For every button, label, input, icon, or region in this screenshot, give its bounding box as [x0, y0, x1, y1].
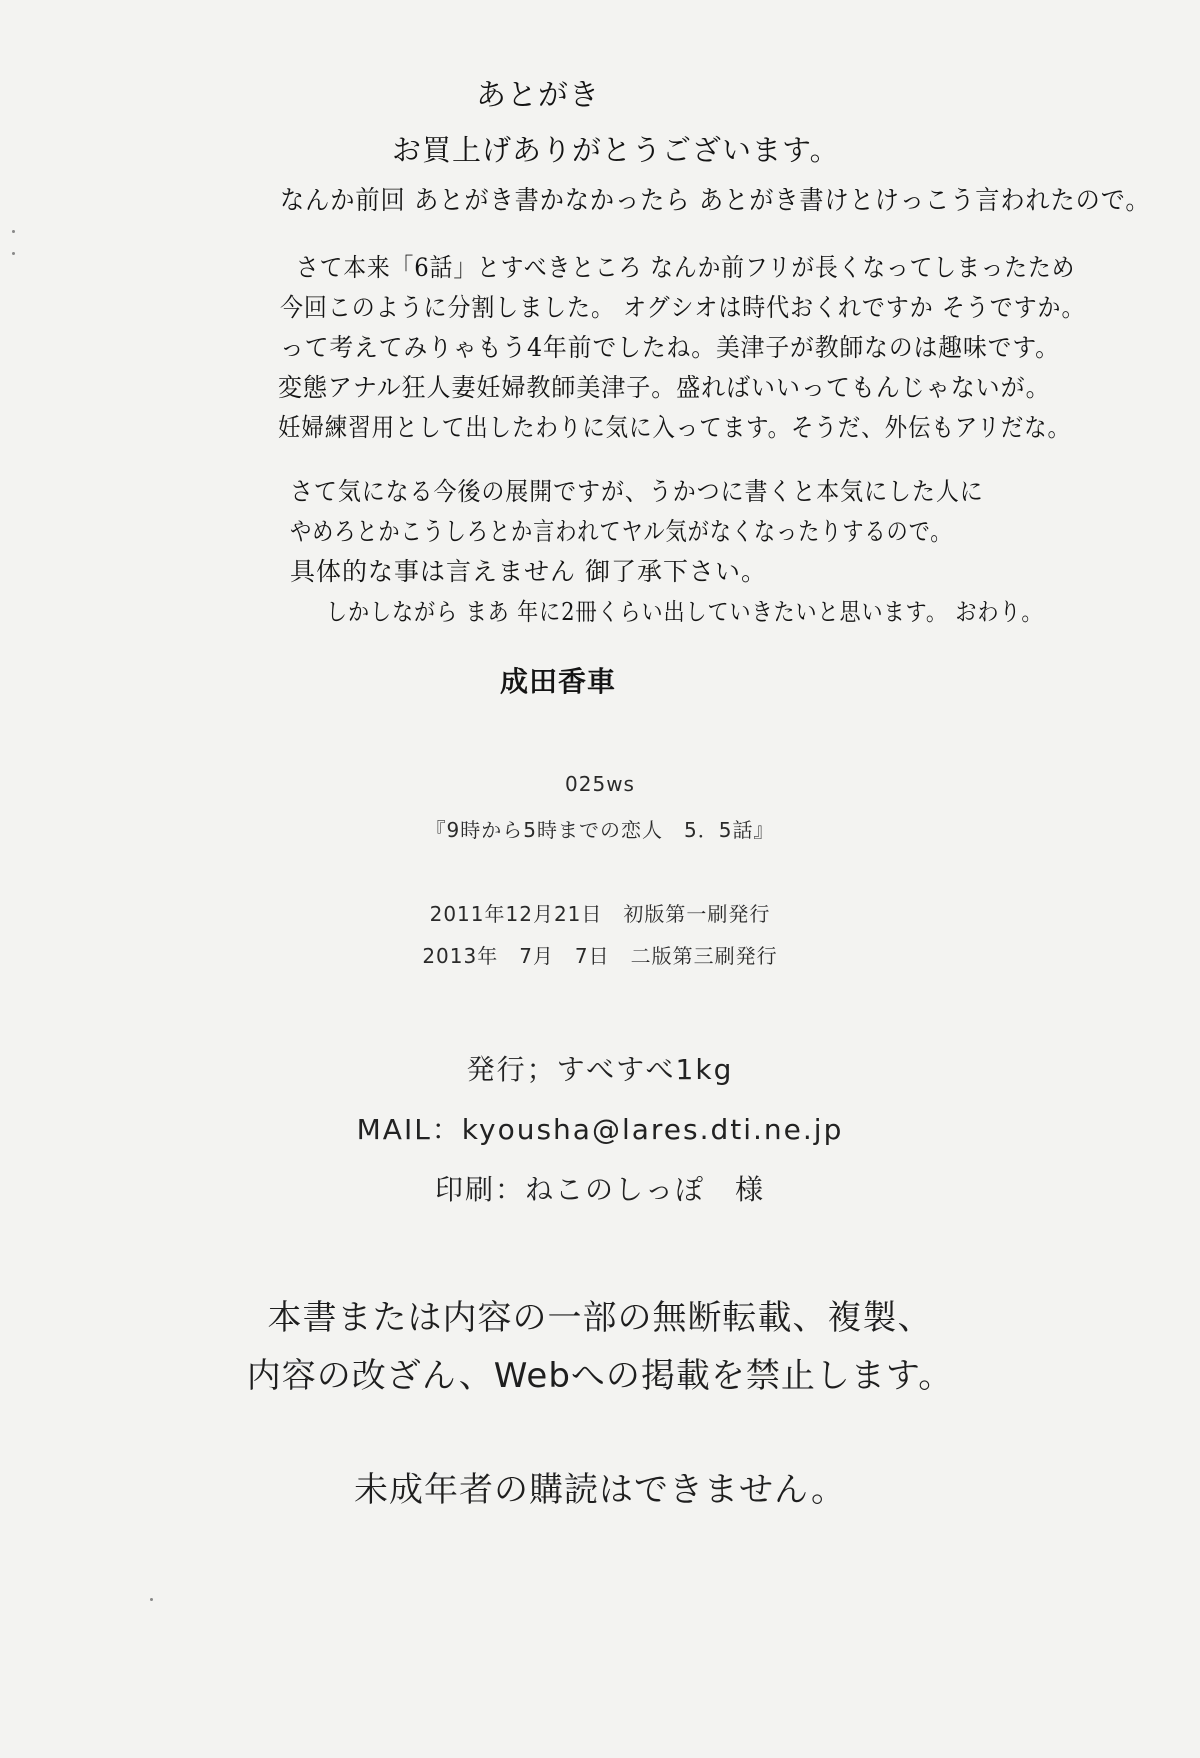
scan-speck	[12, 230, 15, 233]
publisher: 発行；すべすべ1kg	[466, 1053, 734, 1086]
afterword-signature: 成田香車	[500, 665, 617, 698]
product-code: 025ws	[565, 772, 635, 796]
notice-line: 内容の改ざん、Webへの掲載を禁止します。	[246, 1356, 954, 1396]
afterword-line: しかしながら まあ 年に2冊くらい出していきたいと思います。 おわり。	[326, 598, 1044, 626]
afterword-line: 妊婦練習用として出したわりに気に入ってます。そうだ、外伝もアリだな。	[278, 413, 1071, 442]
afterword-line: 具体的な事は言えません 御了承下さい。	[290, 557, 767, 586]
age-restriction-notice: 未成年者の購読はできません。	[353, 1470, 847, 1510]
contact-mail: MAIL：kyousha@lares.dti.ne.jp	[356, 1113, 844, 1146]
afterword-line: って考えてみりゃもう4年前でしたね。美津子が教師なのは趣味です。	[280, 333, 1060, 362]
scan-speck	[12, 252, 15, 255]
afterword-line: やめろとかこうしろとか言われてヤル気がなくなったりするので。	[290, 517, 953, 546]
afterword-line: 変態アナル狂人妻妊婦教師美津子。盛ればいいってもんじゃないが。	[278, 373, 1051, 402]
afterword-line: さて本来「6話」とすべきところ なんか前フリが長くなってしまったため	[296, 253, 1076, 282]
book-title: 『9時から5時までの恋人 5．5話』	[425, 818, 775, 842]
afterword-line: さて気になる今後の展開ですが、うかつに書くと本気にした人に	[290, 477, 984, 506]
afterword-title: あとがき	[476, 78, 600, 113]
afterword-line: お買上げありがとうございます。	[392, 133, 840, 167]
scan-speck	[150, 1598, 153, 1601]
first-edition-date: 2011年12月21日 初版第一刷発行	[429, 902, 771, 926]
notice-line: 本書または内容の一部の無断転載、複製、	[267, 1298, 933, 1338]
printer: 印刷：ねこのしっぽ 様	[434, 1173, 765, 1206]
afterword-line: 今回このように分割しました。 オグシオは時代おくれですか そうですか。	[280, 293, 1086, 322]
second-edition-date: 2013年 7月 7日 二版第三刷発行	[422, 944, 778, 968]
afterword-line: なんか前回 あとがき書かなかったら あとがき書けとけっこう言われたので。	[280, 186, 1151, 216]
